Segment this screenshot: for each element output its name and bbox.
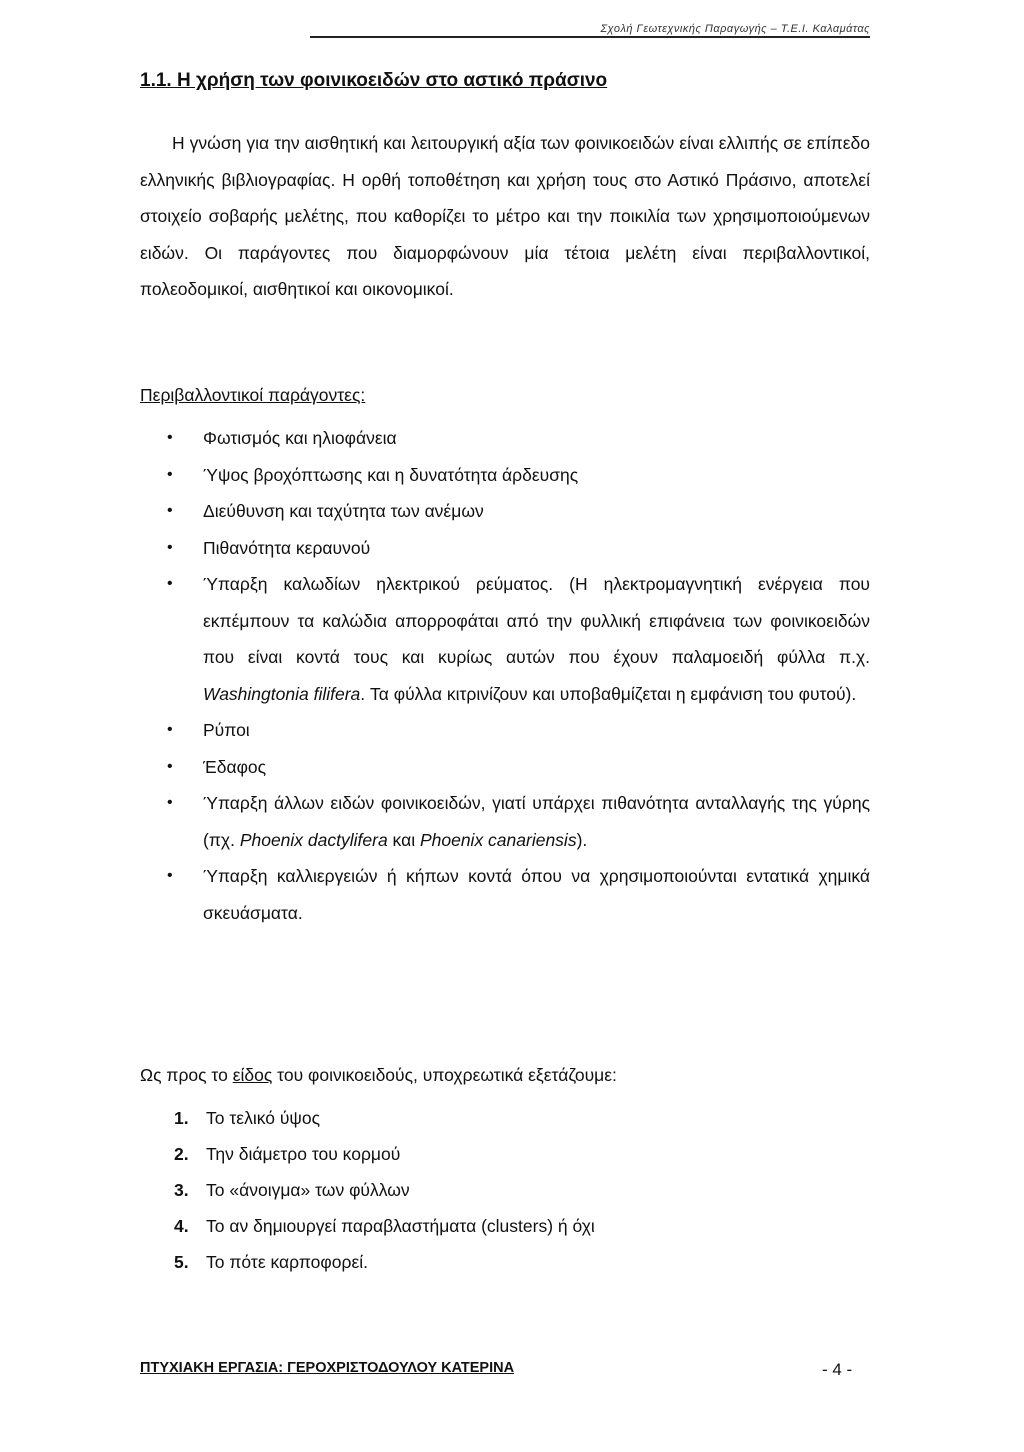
numbered-item bbox=[140, 1100, 595, 1136]
list-item-hybrid bbox=[140, 785, 870, 858]
species-name: Washingtonia filifera bbox=[203, 683, 361, 704]
item-number: 3. bbox=[174, 1180, 189, 1200]
list-item-cables bbox=[140, 566, 870, 712]
item-number: 2. bbox=[174, 1144, 189, 1164]
footer-thesis-title: ΠΤΥΧΙΑΚΗ ΕΡΓΑΣΙΑ: ΓΕΡΟΧΡΙΣΤΟΔΟΥΛΟΥ ΚΑΤΕΡΙΝΑ bbox=[140, 1360, 515, 1376]
list-item: • Πιθανότητα κεραυνού bbox=[140, 530, 870, 567]
numbered-item bbox=[140, 1244, 595, 1280]
list-item: • Ύψος βροχόπτωσης και η δυνατότητα άρδευσης bbox=[140, 457, 870, 494]
intro-text-end: του φοινικοειδούς, υποχρεωτικά εξετάζουμε: bbox=[272, 1065, 617, 1085]
hybrid-text: Ύπαρξη άλλων ειδών φοινικοειδών, γιατί υπάρχει πιθανότητα ανταλλαγής της γύρης (πχ. bbox=[203, 793, 870, 850]
item-text: Το τελικό ύψος bbox=[206, 1108, 321, 1128]
species-name: Phoenix dactylifera bbox=[239, 829, 388, 850]
list-item: • Έδαφος bbox=[140, 749, 870, 786]
item-number: 4. bbox=[174, 1216, 189, 1236]
item-text: Το «άνοιγμα» των φύλλων bbox=[206, 1180, 410, 1200]
species-name: Phoenix canariensis bbox=[419, 829, 577, 850]
item-number: 1. bbox=[174, 1108, 189, 1128]
environmental-factors-list bbox=[140, 420, 870, 931]
cables-text: Ύπαρξη καλωδίων ηλεκτρικού ρεύματος. (Η ηλεκτρομαγνητική ενέργεια που εκπέμπουν τα καλώδια απορροφάται από την φυλλική επιφάνεια των φοινικοειδών που είναι κοντά τους και κυρίως αυτών που έχουν παλαμοειδή φύλλα π.χ. bbox=[203, 574, 870, 667]
cables-text-end: . Τα φύλλα κιτρινίζουν και υποβαθμίζεται η εμφάνιση του φυτού). bbox=[360, 683, 857, 704]
item-text: Το αν δημιουργεί παραβλαστήματα (clusters) ή όχι bbox=[206, 1216, 595, 1236]
list-item: • Φωτισμός και ηλιοφάνεια bbox=[140, 420, 870, 457]
section-title: 1.1. Η χρήση των φοινικοειδών στο αστικό πράσινο bbox=[140, 70, 608, 91]
species-criteria-intro bbox=[140, 1065, 617, 1086]
species-criteria-list bbox=[140, 1100, 595, 1280]
list-item: • Ύπαρξη καλλιεργειών ή κήπων κοντά όπου να χρησιμοποιούνται εντατικά χημικά σκευάσματα. bbox=[140, 858, 870, 931]
underlined-word: είδος bbox=[232, 1065, 273, 1085]
environmental-heading: Περιβαλλοντικοί παράγοντες: bbox=[140, 385, 366, 405]
numbered-item bbox=[140, 1208, 595, 1244]
numbered-item bbox=[140, 1136, 595, 1172]
list-item: • Ρύποι bbox=[140, 712, 870, 749]
item-text: Την διάμετρο του κορμού bbox=[206, 1144, 401, 1164]
conjunction: και bbox=[387, 829, 420, 850]
running-header: Σχολή Γεωτεχνικής Παραγωγής – Τ.Ε.Ι. Καλαμάτας bbox=[310, 22, 870, 38]
intro-text: Ως προς το bbox=[140, 1065, 233, 1085]
item-number: 5. bbox=[174, 1252, 189, 1272]
list-item: • Διεύθυνση και ταχύτητα των ανέμων bbox=[140, 493, 870, 530]
page-number: - 4 - bbox=[822, 1360, 853, 1379]
numbered-item bbox=[140, 1172, 595, 1208]
intro-paragraph: Η γνώση για την αισθητική και λειτουργική αξία των φοινικοειδών είναι ελλιπής σε επίπεδο ελληνικής βιβλιογραφίας. Η ορθή τοποθέτηση και χρήση τους στο Αστικό Πράσινο, αποτελεί στοιχείο σοβαρής μελέτης, που καθορίζει το μέτρο και την ποικιλία των χρησιμοποιούμενων ειδών. Οι παράγοντες που διαμορφώνουν μία τέτοια μελέτη είναι περιβαλλοντικοί, πολεοδομικοί, αισθητικοί και οικονομικοί. bbox=[140, 133, 870, 299]
item-text: Το πότε καρποφορεί. bbox=[206, 1252, 369, 1272]
hybrid-text-end: ). bbox=[576, 829, 588, 850]
